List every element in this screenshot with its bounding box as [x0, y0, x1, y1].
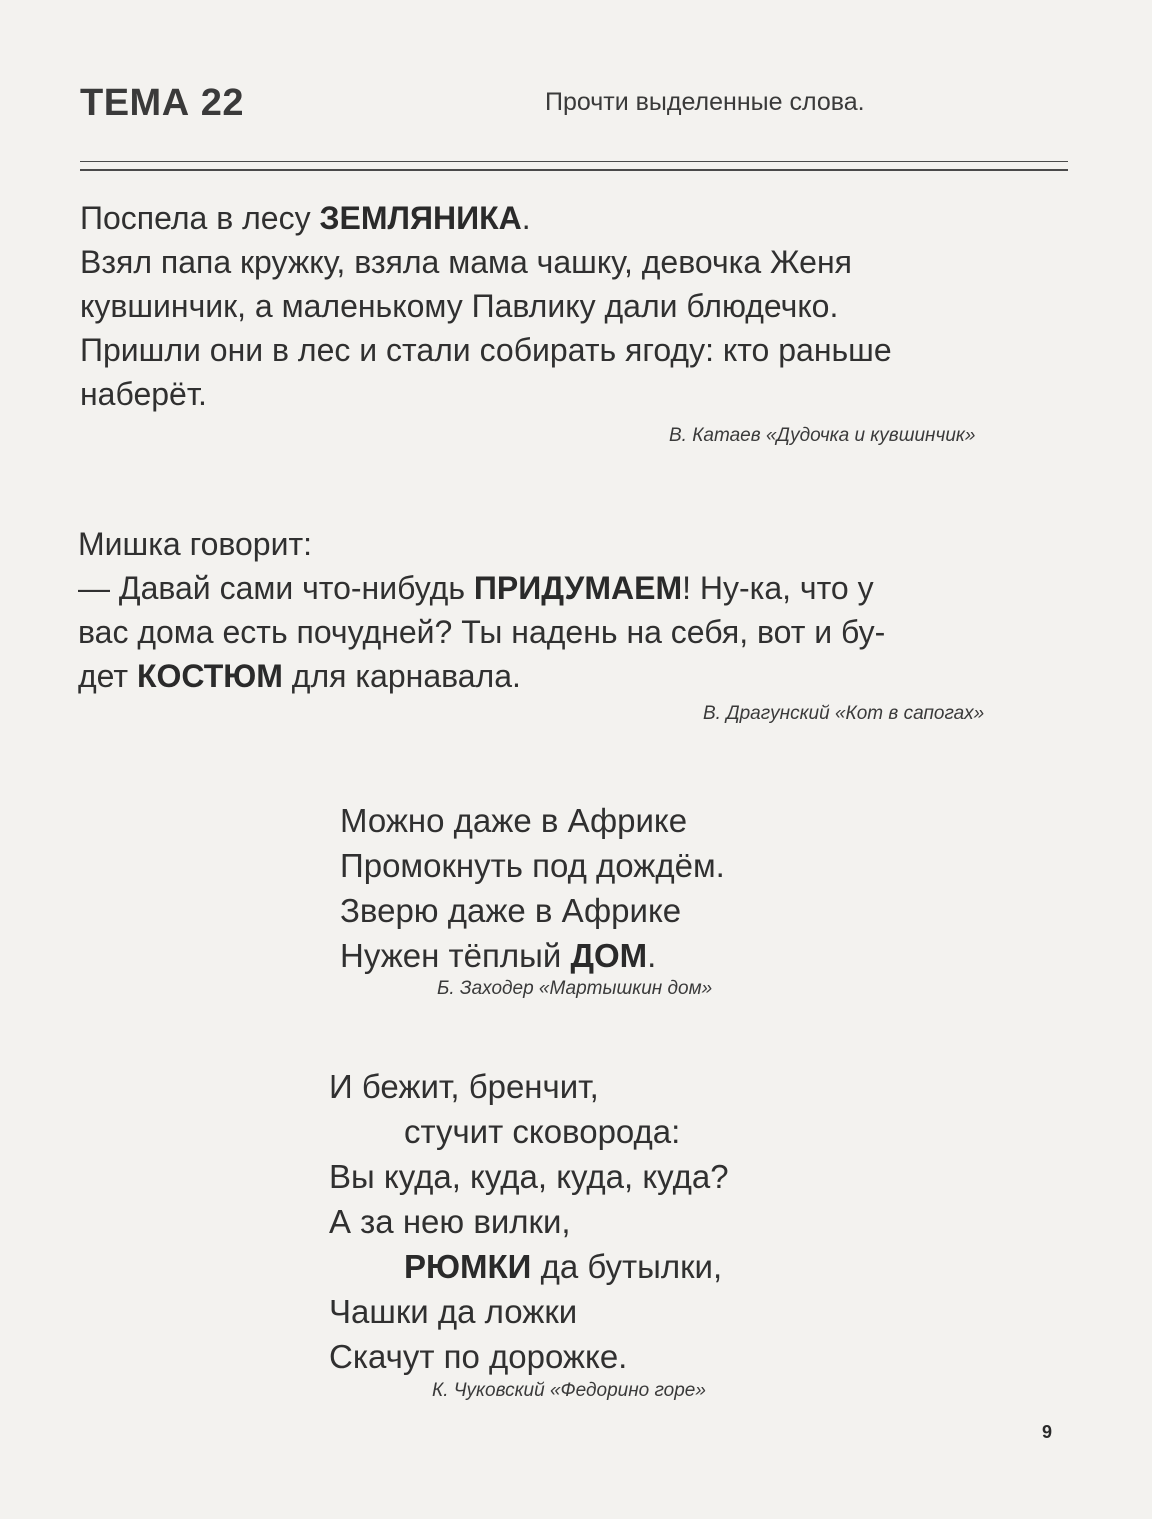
passage-line: дет КОСТЮМ для карнавала. — [78, 658, 521, 694]
passage-line: Взял папа кружку, взяла мама чашку, девочка Женя — [80, 244, 852, 280]
highlighted-word: РЮМКИ — [404, 1248, 532, 1285]
poem-line: РЮМКИ да бутылки, — [404, 1248, 723, 1285]
header-divider-line-thick — [80, 169, 1068, 171]
passage-line: наберёт. — [80, 376, 207, 412]
page-number: 9 — [1042, 1422, 1053, 1442]
attribution-zakhoder: Б. Заходер «Мартышкин дом» — [437, 978, 713, 999]
poem-line: Нужен тёплый ДОМ. — [340, 937, 657, 974]
poem-line: Можно даже в Африке — [340, 802, 688, 839]
poem-line: Скачут по дорожке. — [329, 1338, 628, 1375]
passage-line: — Давай сами что-нибудь ПРИДУМАЕМ! Ну-ка, что у — [78, 570, 874, 606]
highlighted-word: КОСТЮМ — [136, 658, 283, 694]
passage-line: Мишка говорит: — [78, 526, 313, 562]
passage-line: Пришли они в лес и стали собирать ягоду: кто раньше — [80, 332, 892, 368]
passage-dragunsky — [78, 522, 885, 698]
highlighted-word: ЗЕМЛЯНИКА — [319, 200, 522, 236]
highlighted-word: ДОМ — [570, 937, 648, 974]
highlighted-word: ПРИДУМАЕМ — [473, 570, 683, 606]
poem-line: А за нею вилки, — [329, 1203, 571, 1240]
poem-line: Зверю даже в Африке — [340, 892, 682, 929]
poem-chukovsky — [329, 1064, 729, 1379]
passage-kataev — [80, 196, 892, 416]
passage-line: кувшинчик, а маленькому Павлику дали блюдечко. — [80, 288, 839, 324]
attribution-chukovsky: К. Чуковский «Федорино горе» — [432, 1380, 706, 1401]
passage-line: вас дома есть почудней? Ты надень на себя, вот и бу- — [78, 614, 886, 650]
poem-line: стучит сковорода: — [404, 1113, 681, 1150]
instruction-text: Прочти выделенные слова. — [545, 88, 865, 116]
poem-line: Чашки да ложки — [329, 1293, 578, 1330]
poem-line: Промокнуть под дождём. — [340, 847, 725, 884]
poem-line: И бежит, бренчит, — [329, 1068, 599, 1105]
header-divider-line — [80, 161, 1068, 162]
passage-line: Поспела в лесу ЗЕМЛЯНИКА. — [80, 200, 531, 236]
poem-line: Вы куда, куда, куда, куда? — [329, 1158, 729, 1195]
attribution-dragunsky: В. Драгунский «Кот в сапогах» — [703, 703, 985, 724]
attribution-kataev: В. Катаев «Дудочка и кувшинчик» — [669, 425, 976, 446]
poem-zakhoder — [340, 798, 725, 978]
topic-title: ТЕМА 22 — [80, 82, 244, 124]
